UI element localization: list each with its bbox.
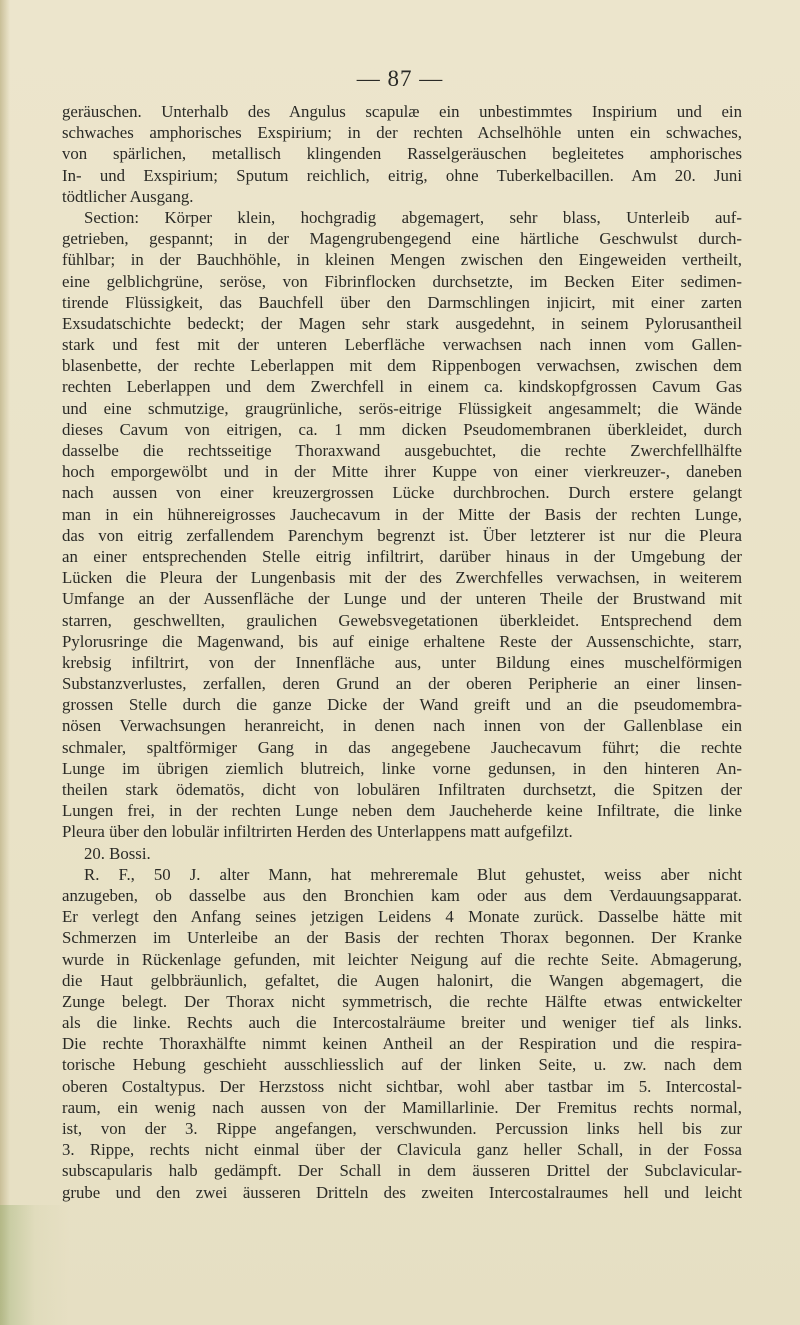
page-number: — 87 — — [356, 66, 444, 91]
text-line: als die linke. Rechts auch die Intercostalräume breiter und weniger tief als links. — [62, 1013, 742, 1033]
text-line: tirende Flüssigkeit, das Bauchfell über den Darmschlingen injicirt, mit einer zarten — [62, 292, 742, 312]
text-line: hoch emporgewölbt und in der Mitte ihrer Kuppe von einer vierkreuzer-, daneben — [62, 462, 742, 482]
text-line: ist, von der 3. Rippe angefangen, verschwunden. Percussion links hell bis zur — [62, 1119, 742, 1138]
text-line: Zunge belegt. Der Thorax nicht symmetrisch, die rechte Hälfte etwas entwickelter — [62, 991, 742, 1011]
body-text — [62, 101, 742, 1203]
text-line: nösen Verwachsungen heranreicht, in denen nach innen von der Gallenblase ein — [62, 716, 742, 736]
text-line: oberen Costaltypus. Der Herzstoss nicht sichtbar, wohl aber tastbar im 5. Intercostal- — [62, 1076, 742, 1096]
text-line: stark und fest mit der unteren Leberfläche verwachsen nach innen vom Gallen- — [62, 335, 742, 355]
text-line: subscapularis halb gedämpft. Der Schall in dem äusseren Drittel der Subclavicular- — [62, 1161, 742, 1181]
text-line: und eine schmutzige, graugrünliche, serös-eitrige Flüssigkeit angesammelt; die Wände — [62, 398, 742, 418]
text-line: 3. Rippe, rechts nicht einmal über der Clavicula ganz heller Schall, in der Fossa — [62, 1140, 742, 1160]
text-line: starren, geschwellten, graulichen Gewebsvegetationen überkleidet. Entsprechend dem — [62, 610, 742, 630]
text-line: dasselbe die rechtsseitige Thoraxwand ausgebuchtet, die rechte Zwerchfellhälfte — [62, 441, 742, 460]
page-corner-stain — [0, 1205, 70, 1325]
text-line: grossen Stelle durch die ganze Dicke der Wand greift und an die pseudomembra- — [62, 695, 742, 715]
text-line: Die rechte Thoraxhälfte nimmt keinen Antheil an der Respiration und die respira- — [62, 1034, 742, 1054]
text-line: theilen stark ödematös, dicht von lobulären Infiltraten durchsetzt, die Spitzen der — [62, 780, 742, 799]
text-line: Lücken die Pleura der Lungenbasis mit der des Zwerchfelles verwachsen, in weiterem — [62, 568, 742, 588]
text-line: dieses Cavum von eitrigen, ca. 1 mm dicken Pseudomembranen überkleidet, durch — [62, 419, 742, 439]
text-line: Umfange an der Aussenfläche der Lunge und der unteren Theile der Brustwand mit — [62, 589, 742, 609]
text-line: raum, ein wenig nach aussen von der Mamillarlinie. Der Fremitus rechts normal, — [62, 1097, 742, 1117]
text-line: Lungen frei, in der rechten Lunge neben dem Jaucheherde keine Infiltrate, die linke — [62, 801, 742, 821]
page-edge-shadow — [0, 0, 10, 1325]
text-line: In- und Exspirium; Sputum reichlich, eitrig, ohne Tuberkelbacillen. Am 20. Juni — [62, 165, 742, 185]
text-line: eine gelblichgrüne, seröse, von Fibrinflocken durchsetzte, im Becken Eiter sedimen- — [62, 271, 742, 291]
text-line: die Haut gelbbräunlich, gefaltet, die Augen halonirt, die Wangen abgemagert, die — [62, 970, 742, 990]
text-line: tödtlicher Ausgang. — [62, 186, 194, 206]
text-line: Pylorusringe die Magenwand, bis auf einige erhaltene Reste der Aussenschichte, starr, — [62, 631, 742, 651]
text-line: torische Hebung geschieht ausschliesslich auf der linken Seite, u. zw. nach dem — [62, 1055, 742, 1075]
text-line: man in ein hühnereigrosses Jauchecavum in der Mitte der Basis der rechten Lunge, — [62, 504, 742, 524]
text-line: Lunge im übrigen ziemlich blutreich, linke vorne gedunsen, in den hinteren An- — [62, 758, 742, 778]
text-line: Pleura über den lobulär infiltrirten Herden des Unterlappens matt aufgefilzt. — [62, 822, 573, 842]
text-line: anzugeben, ob dasselbe aus den Bronchien kam oder aus dem Verdauungsapparat. — [62, 885, 742, 905]
text-line: 20. Bossi. — [84, 843, 151, 863]
text-line: grube und den zwei äusseren Dritteln des zweiten Intercostalraumes hell und leicht — [62, 1182, 742, 1202]
text-line: nach aussen von einer kreuzergrossen Lücke durchbrochen. Durch erstere gelangt — [62, 483, 742, 503]
text-line: Exsudatschichte bedeckt; der Magen sehr stark ausgedehnt, in seinem Pylorusantheil — [62, 313, 742, 333]
text-line: schmaler, spaltförmiger Gang in das angegebene Jauchecavum führt; die rechte — [62, 737, 742, 757]
text-line: rechten Leberlappen und dem Zwerchfell in einem ca. kindskopfgrossen Cavum Gas — [62, 377, 742, 397]
text-line: blasenbette, der rechte Leberlappen mit dem Rippenbogen verwachsen, zwischen dem — [62, 356, 742, 376]
text-line: an einer entsprechenden Stelle eitrig infiltrirt, darüber hinaus in der Umgebung der — [62, 546, 742, 566]
text-line: von spärlichen, metallisch klingenden Rasselgeräuschen begleitetes amphorisches — [62, 144, 742, 164]
text-line: wurde in Rückenlage gefunden, mit leichter Neigung auf die rechte Seite. Abmagerung, — [62, 949, 742, 969]
text-line: krebsig infiltrirt, von der Innenfläche aus, unter Bildung eines muschelförmigen — [62, 652, 742, 672]
text-line: Schmerzen im Unterleibe an der Basis der rechten Thorax begonnen. Der Kranke — [62, 928, 742, 948]
text-line: Section: Körper klein, hochgradig abgemagert, sehr blass, Unterleib auf- — [84, 207, 742, 227]
text-line: R. F., 50 J. alter Mann, hat mehreremale Blut gehustet, weiss aber nicht — [84, 864, 742, 884]
text-line: geräuschen. Unterhalb des Angulus scapulæ ein unbestimmtes Inspirium und ein — [62, 102, 742, 121]
text-line: fühlbar; in der Bauchhöhle, in kleinen Mengen zwischen den Eingeweiden vertheilt, — [62, 250, 742, 270]
text-line: das von eitrig zerfallendem Parenchym begrenzt ist. Über letzterer ist nur die Pleura — [62, 525, 742, 545]
text-line: getrieben, gespannt; in der Magengrubengegend eine härtliche Geschwulst durch- — [62, 229, 742, 249]
text-line: Substanzverlustes, zerfallen, deren Grund an der oberen Peripherie an einer linsen- — [62, 674, 742, 694]
text-line: schwaches amphorisches Exspirium; in der rechten Achselhöhle unten ein schwaches, — [62, 123, 742, 143]
text-line: Er verlegt den Anfang seines jetzigen Leidens 4 Monate zurück. Dasselbe hätte mit — [62, 907, 742, 927]
